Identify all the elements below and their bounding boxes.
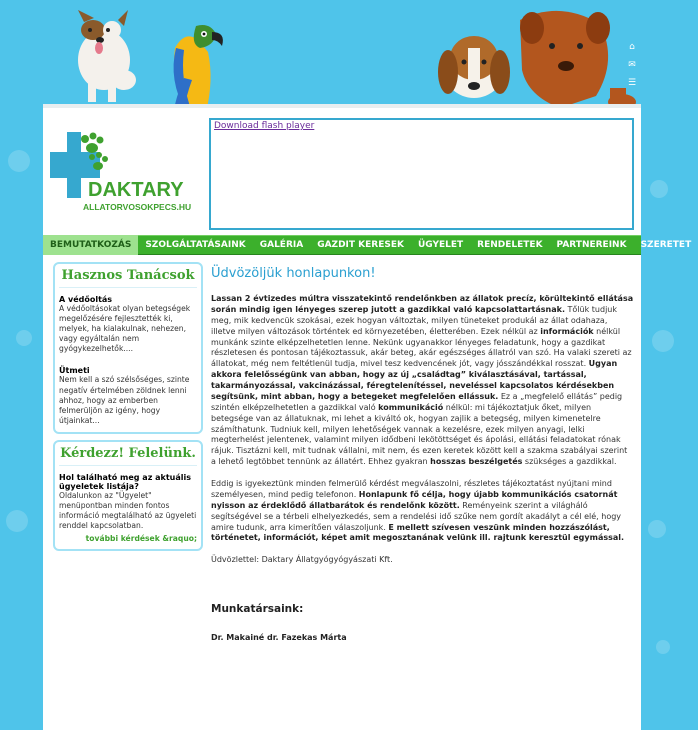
paw-decoration [16, 330, 32, 346]
goal-paragraph: Eddig is igyekeztünk minden felmerülő kérdést megválaszolni, részletes tájékoztatást nyújtani mind személyesen, mind pedig telefonon. Honlapunk fő célja, hogy újabb kommunikációs csatornát nyisson az érdeklődő állatbarátok és rendelőnk között. Reményeink szerint a világháló segítségével se a térbeli elhelyezkedés, sem a rendelési idő szűke nem gordít akadályt a cél elé, hogy amire tudunk, arra kimerítően válaszoljunk. E mellett szívesen veszünk minden hozzászólást, történetet, információt, képet amit megosztanának velünk ill. rajtunk keresztül egymással. [211, 479, 625, 543]
logo-cross-icon [50, 130, 210, 216]
paw-decoration [656, 640, 670, 654]
nav-item-szolgaltatasaink[interactable]: SZOLGÁLTATÁSAINK [145, 240, 246, 250]
nav-item-szeretet[interactable]: SZERETET [640, 240, 692, 250]
tips-box [53, 262, 203, 434]
main-nav [43, 235, 692, 255]
logo-subtext: ALLATORVOSOKPECS.HU [83, 202, 192, 212]
nav-item-rendeletek[interactable]: RENDELETEK [477, 240, 543, 250]
logo[interactable] [50, 130, 210, 216]
tip-title-vedooltas[interactable]: A védőoltás [59, 295, 113, 304]
nav-item-bemutatkozas[interactable]: BEMUTATKOZÁS [43, 235, 138, 255]
sidebar [53, 262, 203, 557]
sitemap-icon[interactable]: ☰ [627, 78, 637, 88]
download-flash-link[interactable]: Download flash player [214, 121, 315, 131]
quick-icons [627, 42, 639, 96]
staff-heading: Munkatársaink: [211, 603, 304, 616]
faq-answer: Oldalunkon az "Ügyelet" menüpontban minden fontos információ megtalálható az ügyeleti renddel kapcsolatban. [59, 490, 197, 531]
mail-icon[interactable]: ✉ [628, 60, 636, 70]
nav-item-partnereink[interactable]: PARTNEREINK [556, 240, 627, 250]
nav-item-galeria[interactable]: GALÉRIA [259, 240, 304, 250]
brown-dog-image [520, 11, 636, 110]
beagle-dog-image [438, 36, 510, 98]
faq-title: Kérdezz! Felelünk. [59, 446, 197, 466]
flash-banner [209, 118, 634, 230]
nav-item-ugyelet[interactable]: ÜGYELET [417, 240, 464, 250]
tips-title: Hasznos Tanácsok [59, 268, 197, 288]
home-icon[interactable]: ⌂ [629, 42, 635, 52]
intro-lead: Lassan 2 évtizedes múltra visszatekintő rendelőnkben az állatok precíz, körültekintő ellátása során mindig igen lényeges szerep jutott a gazdikkal való kapcsolattartásnak. [211, 294, 634, 314]
more-questions-link[interactable]: további kérdések &raquo; [85, 534, 197, 544]
intro-paragraph: Lassan 2 évtizedes múltra visszatekintő rendelőnkben az állatok precíz, körültekintő ellátása során mindig igen lényeges szerep jutott a gazdikkal való kapcsolattartásnak. Tőlük tudjuk meg, mik kedvencük szokásai, ezek hogyan változtak, milyen tüneteket produkál az állat odahaza, illetve milyen változások történtek ed környezetében, életterében. Ezek nélkül az információk nélkül munkánk szinte elképzelhetetlen lenne. Nekünk ugyanakkor lényeges feladatunk, hogy a gazdikat részletesen és pontosan tájékoztassuk, akár beteg, akár egészséges állatról van szó. Ha valaki szereti az állatokat, még nem feltétlenül tudja, mivel tesz kedvencének jót, vagy jósszándékkal rosszat. Ugyan akkora felelősségünk van abban, hogy az új „családtag” kiválasztásával, tartással, takarmányozással, vakcinázással, féregtelenítéssel, neveléssel kapcsolatos kérdésekben segítsünk, mint abban, hogy a betegeket megfelelően ellássuk. Ez a „megfelelő ellátás” pedig szintén elképzelhetetlen a gazdikkal való kommunikáció nélkül: mi tájékoztatjuk őket, milyen betegsége van az állatuknak, mi lehet a kiváltó ok, hogyan zajlik a betegség, milyen kimenetelre számíthatunk. Tudniuk kell, milyen lehetőségek vannak a kezelésre, ezek milyen anyagi, lelki megterhelést jelentenek, valamint milyen idődbeni lekötöttséget és ápolási, ellátási feladatokat rónak rájuk. Tisztázni kell, mit tudnak vállalni, mit nem, és ezen keretek között kell a szakma szabályai szerint a lehető legtöbbet tennünk az állatért. Ehhez gyakran hosszas beszélgetés szükséges a gazdikkal. [211, 294, 634, 467]
page-title: Üdvözöljük honlapunkon! [211, 266, 376, 281]
paw-decoration [652, 330, 674, 352]
staff-member: Dr. Makainé dr. Fazekas Márta [211, 633, 347, 643]
logo-text: DAKTARY [88, 179, 184, 201]
tip-title-utmeti[interactable]: Ütmeti [59, 366, 90, 376]
paw-decoration [650, 180, 668, 198]
tip-text-vedooltas: A védőoltásokat olyan betegségek megelőzésére fejlesztették ki, melyek, ha kialakulnak, nehezen, vagy egyáltalán nem gyógykezelhetők.... [59, 304, 191, 354]
faq-question[interactable]: Hol található meg az aktuális ügyeletek listája? [59, 472, 192, 491]
tip-text-utmeti: Nem kell a szó szélsőséges, szinte negatív értelmében zöldnek lenni ahhoz, hogy az emberben felmerüljön az igény, hogy útjainkat... [59, 375, 190, 425]
nav-item-gazdit-keresek[interactable]: GAZDIT KERESEK [317, 240, 404, 250]
main-content [211, 266, 634, 642]
paw-decoration [6, 510, 28, 532]
faq-box [53, 440, 203, 551]
animals-banner [0, 0, 680, 120]
greeting: Üdvözlettel: Daktary Állatgyógyógyászati Kft. [211, 555, 393, 565]
terrier-dog-image [78, 10, 136, 102]
paw-decoration [648, 520, 666, 538]
paw-decoration [8, 150, 30, 172]
